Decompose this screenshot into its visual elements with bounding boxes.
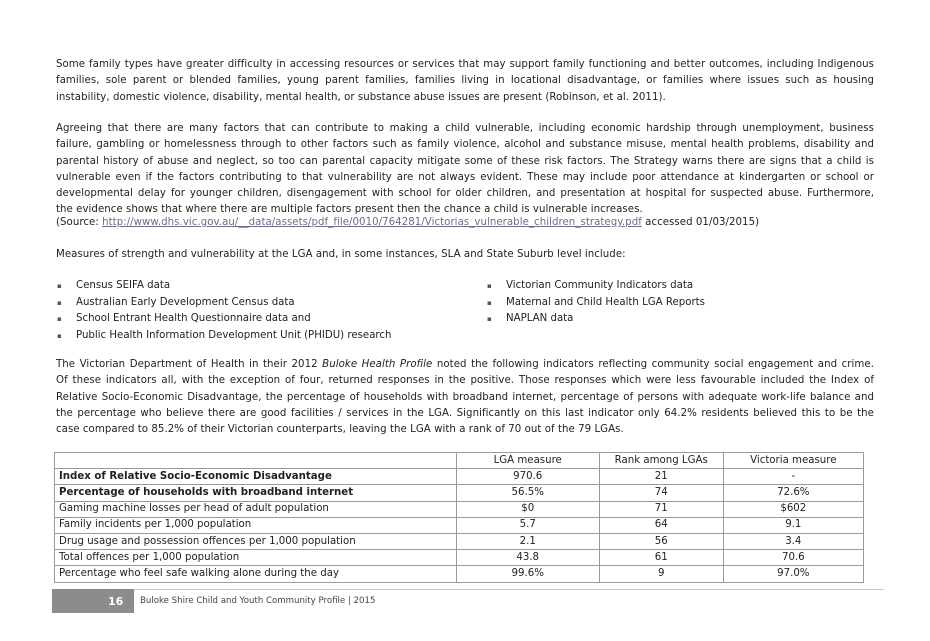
lga-measure-cell: 2.1 [456, 533, 599, 549]
table-row [55, 469, 864, 485]
footer-divider [134, 589, 884, 590]
bullet-icon: ▪ [57, 315, 62, 323]
list-item-text: Census SEIFA data [76, 280, 171, 291]
paragraph-health-profile [56, 357, 874, 438]
table-row [55, 485, 864, 501]
bullet-icon: ▪ [487, 315, 492, 323]
p1-line: Some family types have greater difficulty in accessing resources or services that may support family functioning and better outcomes, including Indigenous [56, 59, 874, 70]
lga-measure-cell: 5.7 [456, 517, 599, 533]
list-item-text: School Entrant Health Questionnaire data and [76, 313, 311, 324]
indicator-table [54, 452, 864, 583]
page-number: 16 [108, 595, 124, 608]
paragraph-family-types [56, 57, 874, 106]
list-item-text: NAPLAN data [506, 313, 574, 324]
rank-cell: 71 [599, 501, 723, 517]
report-title-italic: Buloke Health Profile [322, 359, 433, 370]
row-label: Total offences per 1,000 population [55, 550, 457, 566]
list-item-text: Maternal and Child Health LGA Reports [506, 296, 705, 308]
paragraph-measures-intro: Measures of strength and vulnerability at the LGA and, in some instances, SLA and State Suburb level include: [56, 249, 626, 260]
p4-line: case compared to 85.2% of their Victorian counterparts, leaving the LGA with a rank of 70 out of the 79 LGAs. [56, 424, 624, 436]
list-item [56, 311, 391, 328]
rank-cell: 21 [599, 469, 723, 485]
p4-line: Relative Socio-Economic Disadvantage, the percentage of households with broadband internet, percentage of persons with adequate work-life balance and [56, 391, 874, 403]
bullet-list-left [56, 278, 391, 344]
rank-cell: 9 [599, 566, 723, 582]
p4-line: the percentage who believe there are good facilities / services in the LGA. Significantly on this last indicator only 64.2% residents believed this to be the [56, 407, 874, 419]
source-suffix: accessed 01/03/2015) [641, 217, 760, 228]
table-row [55, 550, 864, 566]
table-header-cell: Victoria measure [723, 453, 863, 469]
p2-line: vulnerable even if the factors contributing to that vulnerability are not always evident. These may include poor attendance at kindergarten or school or [56, 171, 874, 183]
bullet-icon: ▪ [487, 298, 492, 307]
list-item-text: Australian Early Development Census data [76, 296, 295, 308]
table-row [55, 566, 864, 582]
lga-measure-cell: $0 [456, 501, 599, 517]
source-line [56, 215, 874, 231]
rank-cell: 56 [599, 533, 723, 549]
table-row [55, 533, 864, 549]
bullet-icon: ▪ [487, 282, 492, 290]
list-item [486, 278, 705, 295]
victoria-measure-cell: 70.6 [723, 550, 863, 566]
p4-first-line: The Victorian Department of Health in their 2012 Buloke Health Profile noted the following indicators reflecting community social engagement and crime. [56, 359, 874, 370]
victoria-measure-cell: 3.4 [723, 533, 863, 549]
table-row [55, 501, 864, 517]
list-item [486, 295, 705, 312]
source-link[interactable]: http://www.dhs.vic.gov.au/__data/assets/pdf_file/0010/764281/Victorias_vulnerable_children_strategy.pdf [102, 217, 642, 228]
p2-line: developmental delay for younger children, disengagement with school for older children, and presentation at hospital for suspected abuse. Furthermore, [56, 188, 874, 200]
row-label: Index of Relative Socio-Economic Disadvantage [55, 469, 457, 485]
p2-line: Agreeing that there are many factors that can contribute to making a child vulnerable, including economic hardship through unemployment, business [56, 123, 874, 134]
row-label: Percentage of households with broadband internet [55, 485, 457, 501]
p2-line: parental history of abuse and neglect, so too can parental capacity mitigate some of these risk factors. The Strategy warns there are signs that a child is [56, 155, 874, 167]
list-item [486, 311, 705, 328]
p4-line: Of these indicators all, with the exception of four, returned responses in the positive. Those responses which were less favourable included the Index of [56, 375, 874, 387]
victoria-measure-cell: - [723, 469, 863, 485]
list-item-text: Public Health Information Development Unit (PHIDU) research [76, 329, 392, 341]
row-label: Gaming machine losses per head of adult population [55, 501, 457, 517]
table-header-row [55, 453, 864, 469]
row-label: Family incidents per 1,000 population [55, 517, 457, 533]
lga-measure-cell: 970.6 [456, 469, 599, 485]
lga-measure-cell: 43.8 [456, 550, 599, 566]
lga-measure-cell: 99.6% [456, 566, 599, 582]
bullet-list-right [486, 278, 705, 328]
bullet-icon: ▪ [57, 282, 62, 290]
row-label: Percentage who feel safe walking alone during the day [55, 566, 457, 582]
rank-cell: 64 [599, 517, 723, 533]
table-row [55, 517, 864, 533]
victoria-measure-cell: $602 [723, 501, 863, 517]
list-item-text: Victorian Community Indicators data [506, 280, 694, 291]
rank-cell: 74 [599, 485, 723, 501]
list-item [56, 278, 391, 295]
source-prefix: (Source: [56, 217, 103, 228]
bullet-icon: ▪ [57, 298, 62, 307]
table-header-cell: LGA measure [456, 453, 599, 469]
lga-measure-cell: 56.5% [456, 485, 599, 501]
p1-line: families, sole parent or blended families, young parent families, families living in locational disadvantage, or families where issues such as housing [56, 75, 874, 87]
p1-line: instability, domestic violence, disability, mental health, or substance abuse issues are present (Robinson, et al. 2011). [56, 91, 666, 103]
paragraph-vulnerability-factors [56, 121, 874, 219]
bullet-icon: ▪ [57, 331, 62, 340]
rank-cell: 61 [599, 550, 723, 566]
table-header-cell [55, 453, 457, 469]
table-header-cell: Rank among LGAs [599, 453, 723, 469]
victoria-measure-cell: 97.0% [723, 566, 863, 582]
footer-title: Buloke Shire Child and Youth Community Profile | 2015 [140, 596, 376, 606]
p2-line: the evidence shows that where there are multiple factors present then the chance a child is vulnerable increases. [56, 204, 643, 216]
victoria-measure-cell: 9.1 [723, 517, 863, 533]
list-item [56, 295, 391, 312]
list-item [56, 328, 391, 345]
p2-line: failure, gambling or homelessness through to other factors such as family violence, alcohol and substance misuse, mental health problems, disability and [56, 139, 874, 151]
row-label: Drug usage and possession offences per 1,000 population [55, 533, 457, 549]
victoria-measure-cell: 72.6% [723, 485, 863, 501]
